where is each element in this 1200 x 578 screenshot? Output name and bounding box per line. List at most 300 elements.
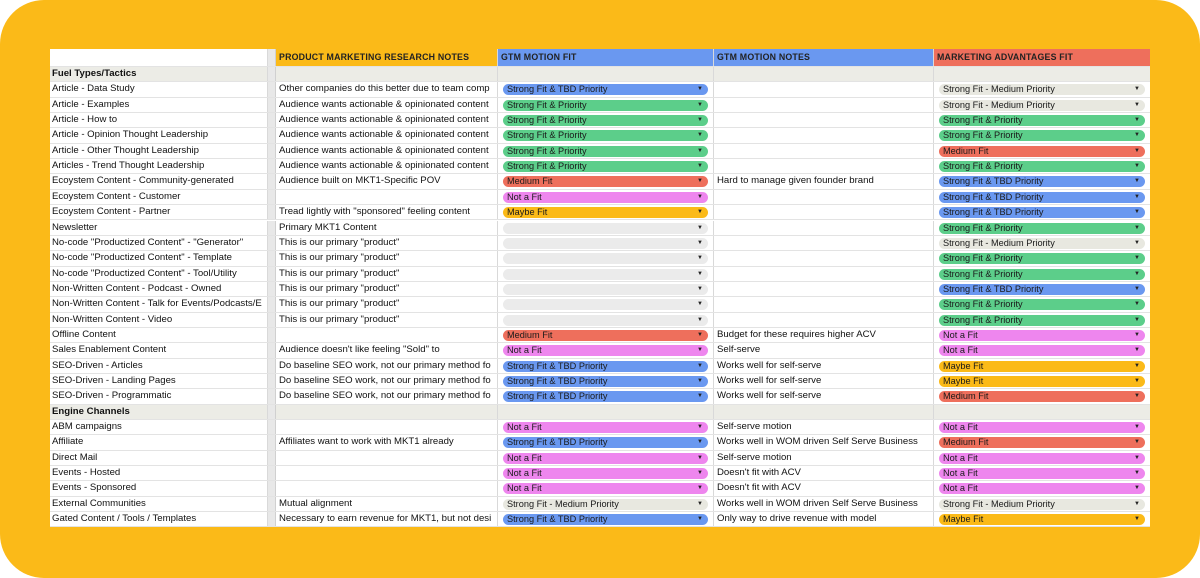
research-notes-cell[interactable]: Necessary to earn revenue for MKT1, but not desi <box>276 512 498 526</box>
triangle-down-icon[interactable]: ▼ <box>1134 470 1140 477</box>
gtm-fit-cell[interactable] <box>498 282 714 296</box>
gtm-fit-dropdown[interactable] <box>503 361 708 372</box>
gtm-fit-dropdown[interactable] <box>503 269 708 280</box>
empty-cell[interactable] <box>276 405 498 419</box>
research-notes-cell[interactable]: This is our primary "product" <box>276 282 498 296</box>
research-notes-cell[interactable] <box>276 466 498 480</box>
header-research-notes[interactable]: PRODUCT MARKETING RESEARCH NOTES <box>276 49 498 66</box>
advantages-fit-cell[interactable] <box>934 267 1150 281</box>
empty-cell[interactable] <box>498 67 714 81</box>
gtm-fit-dropdown[interactable] <box>503 453 708 464</box>
gtm-notes-cell[interactable] <box>714 313 934 327</box>
advantages-fit-dropdown[interactable] <box>939 176 1145 187</box>
advantages-fit-cell[interactable] <box>934 251 1150 265</box>
gtm-notes-cell[interactable] <box>714 190 934 204</box>
triangle-down-icon[interactable]: ▼ <box>1134 439 1140 446</box>
advantages-fit-cell[interactable] <box>934 144 1150 158</box>
gtm-fit-cell[interactable] <box>498 82 714 96</box>
row-gutter <box>268 466 276 480</box>
gtm-notes-cell[interactable] <box>714 251 934 265</box>
gtm-fit-dropdown[interactable] <box>503 315 708 326</box>
tactic-name-cell[interactable]: No-code "Productized Content" - Template <box>50 251 268 265</box>
gtm-notes-cell[interactable]: Only way to drive revenue with model <box>714 512 934 526</box>
empty-cell[interactable] <box>498 405 714 419</box>
research-notes-cell[interactable]: Audience wants actionable & opinionated content <box>276 144 498 158</box>
tactic-name-cell[interactable]: Newsletter <box>50 221 268 235</box>
research-notes-cell[interactable]: Primary MKT1 Content <box>276 221 498 235</box>
status-label: Not a Fit <box>943 345 978 356</box>
triangle-down-icon[interactable]: ▼ <box>697 316 703 323</box>
triangle-down-icon[interactable]: ▼ <box>697 516 703 523</box>
research-notes-cell[interactable]: Affiliates want to work with MKT1 already <box>276 435 498 449</box>
gtm-notes-cell[interactable]: Works well in WOM driven Self Serve Business <box>714 435 934 449</box>
advantages-fit-cell[interactable] <box>934 481 1150 495</box>
advantages-fit-cell[interactable] <box>934 190 1150 204</box>
advantages-fit-dropdown[interactable] <box>939 284 1145 295</box>
triangle-down-icon[interactable]: ▼ <box>1134 393 1140 400</box>
tactic-name-cell[interactable]: Gated Content / Tools / Templates <box>50 512 268 526</box>
gtm-fit-cell[interactable] <box>498 313 714 327</box>
triangle-down-icon[interactable]: ▼ <box>1134 331 1140 338</box>
advantages-fit-cell[interactable] <box>934 359 1150 373</box>
gtm-notes-cell[interactable] <box>714 297 934 311</box>
triangle-down-icon[interactable]: ▼ <box>697 193 703 200</box>
table-row <box>50 190 1150 205</box>
tactic-name-cell[interactable]: Direct Mail <box>50 451 268 465</box>
advantages-fit-dropdown[interactable] <box>939 437 1145 448</box>
research-notes-cell[interactable]: Audience built on MKT1-Specific POV <box>276 174 498 188</box>
triangle-down-icon[interactable]: ▼ <box>697 500 703 507</box>
triangle-down-icon[interactable]: ▼ <box>1134 193 1140 200</box>
triangle-down-icon[interactable]: ▼ <box>1134 163 1140 170</box>
gtm-notes-cell[interactable]: Works well in WOM driven Self Serve Business <box>714 497 934 511</box>
triangle-down-icon[interactable]: ▼ <box>697 163 703 170</box>
status-label: Not a Fit <box>507 345 542 356</box>
advantages-fit-dropdown[interactable] <box>939 315 1145 326</box>
header-name[interactable] <box>50 49 268 66</box>
status-label: Not a Fit <box>943 468 978 479</box>
triangle-down-icon[interactable]: ▼ <box>697 224 703 231</box>
gtm-notes-cell[interactable] <box>714 113 934 127</box>
triangle-down-icon[interactable]: ▼ <box>1134 285 1140 292</box>
tactic-name-cell[interactable]: Article - Other Thought Leadership <box>50 144 268 158</box>
research-notes-cell[interactable]: Audience wants actionable & opinionated content <box>276 113 498 127</box>
triangle-down-icon[interactable]: ▼ <box>1134 424 1140 431</box>
triangle-down-icon[interactable]: ▼ <box>697 485 703 492</box>
tactic-name-cell[interactable]: No-code "Productized Content" - "Generator" <box>50 236 268 250</box>
table-row <box>50 435 1150 450</box>
triangle-down-icon[interactable]: ▼ <box>1134 347 1140 354</box>
gtm-fit-cell[interactable] <box>498 343 714 357</box>
gtm-fit-dropdown[interactable] <box>503 284 708 295</box>
triangle-down-icon[interactable]: ▼ <box>697 270 703 277</box>
gtm-notes-cell[interactable] <box>714 82 934 96</box>
gtm-fit-cell[interactable] <box>498 236 714 250</box>
table-row <box>50 466 1150 481</box>
triangle-down-icon[interactable]: ▼ <box>1134 485 1140 492</box>
gtm-notes-cell[interactable]: Doesn't fit with ACV <box>714 466 934 480</box>
gtm-fit-dropdown[interactable] <box>503 468 708 479</box>
tactic-name-cell[interactable]: Events - Sponsored <box>50 481 268 495</box>
status-label: Strong Fit & Priority <box>507 99 587 110</box>
tactic-name-cell[interactable]: SEO-Driven - Articles <box>50 359 268 373</box>
tactic-name-cell[interactable]: Articles - Trend Thought Leadership <box>50 159 268 173</box>
empty-cell[interactable] <box>276 67 498 81</box>
advantages-fit-dropdown[interactable] <box>939 207 1145 218</box>
research-notes-cell[interactable]: Do baseline SEO work, not our primary method fo <box>276 374 498 388</box>
gtm-fit-cell[interactable] <box>498 420 714 434</box>
advantages-fit-dropdown[interactable] <box>939 330 1145 341</box>
advantages-fit-cell[interactable] <box>934 512 1150 526</box>
advantages-fit-dropdown[interactable] <box>939 453 1145 464</box>
advantages-fit-cell[interactable] <box>934 435 1150 449</box>
table-row <box>50 343 1150 358</box>
tactic-name-cell[interactable]: External Communities <box>50 497 268 511</box>
gtm-fit-dropdown[interactable] <box>503 499 708 510</box>
row-gutter <box>268 282 276 296</box>
gtm-fit-dropdown[interactable] <box>503 345 708 356</box>
triangle-down-icon[interactable]: ▼ <box>697 239 703 246</box>
advantages-fit-cell[interactable] <box>934 82 1150 96</box>
gtm-fit-dropdown[interactable] <box>503 223 708 234</box>
gtm-fit-cell[interactable] <box>498 512 714 526</box>
advantages-fit-dropdown[interactable] <box>939 345 1145 356</box>
triangle-down-icon[interactable]: ▼ <box>1134 500 1140 507</box>
status-label: Not a Fit <box>943 422 978 433</box>
triangle-down-icon[interactable]: ▼ <box>697 301 703 308</box>
advantages-fit-cell[interactable] <box>934 497 1150 511</box>
gtm-notes-cell[interactable] <box>714 267 934 281</box>
empty-cell[interactable] <box>714 67 934 81</box>
advantages-fit-dropdown[interactable] <box>939 391 1145 402</box>
header-gtm-motion-notes[interactable]: GTM MOTION NOTES <box>714 49 934 66</box>
advantages-fit-dropdown[interactable] <box>939 115 1145 126</box>
row-gutter <box>268 159 276 173</box>
advantages-fit-dropdown[interactable] <box>939 468 1145 479</box>
advantages-fit-dropdown[interactable] <box>939 253 1145 264</box>
advantages-fit-dropdown[interactable] <box>939 499 1145 510</box>
triangle-down-icon[interactable]: ▼ <box>1134 178 1140 185</box>
status-label: Medium Fit <box>943 145 989 156</box>
status-label: Strong Fit & Priority <box>943 253 1023 264</box>
research-notes-cell[interactable] <box>276 481 498 495</box>
advantages-fit-cell[interactable] <box>934 159 1150 173</box>
gtm-fit-cell[interactable] <box>498 435 714 449</box>
gtm-fit-cell[interactable] <box>498 159 714 173</box>
gtm-notes-cell[interactable] <box>714 282 934 296</box>
triangle-down-icon[interactable]: ▼ <box>1134 209 1140 216</box>
gtm-fit-cell[interactable] <box>498 466 714 480</box>
gtm-fit-cell[interactable] <box>498 190 714 204</box>
gtm-fit-dropdown[interactable] <box>503 176 708 187</box>
advantages-fit-dropdown[interactable] <box>939 361 1145 372</box>
gtm-fit-dropdown[interactable] <box>503 100 708 111</box>
table-row <box>50 451 1150 466</box>
gtm-fit-cell[interactable] <box>498 451 714 465</box>
status-label: Strong Fit & TBD Priority <box>507 391 608 402</box>
research-notes-cell[interactable]: Tread lightly with "sponsored" feeling content <box>276 205 498 219</box>
research-notes-cell[interactable]: Audience wants actionable & opinionated content <box>276 98 498 112</box>
tactic-name-cell[interactable]: ABM campaigns <box>50 420 268 434</box>
gtm-notes-cell[interactable] <box>714 221 934 235</box>
advantages-fit-cell[interactable] <box>934 451 1150 465</box>
triangle-down-icon[interactable]: ▼ <box>697 86 703 93</box>
status-label: Strong Fit & Priority <box>943 130 1023 141</box>
gtm-fit-dropdown[interactable] <box>503 391 708 402</box>
status-label: Strong Fit - Medium Priority <box>943 84 1055 95</box>
triangle-down-icon[interactable]: ▼ <box>1134 239 1140 246</box>
gtm-notes-cell[interactable] <box>714 144 934 158</box>
advantages-fit-dropdown[interactable] <box>939 223 1145 234</box>
tactic-name-cell[interactable]: Article - Examples <box>50 98 268 112</box>
section-row <box>50 405 1150 420</box>
gtm-fit-cell[interactable] <box>498 481 714 495</box>
triangle-down-icon[interactable]: ▼ <box>697 255 703 262</box>
triangle-down-icon[interactable]: ▼ <box>1134 117 1140 124</box>
research-notes-cell[interactable]: Audience doesn't like feeling "Sold" to <box>276 343 498 357</box>
gtm-fit-cell[interactable] <box>498 389 714 403</box>
triangle-down-icon[interactable]: ▼ <box>697 209 703 216</box>
gtm-notes-cell[interactable] <box>714 128 934 142</box>
research-notes-cell[interactable]: Other companies do this better due to team comp <box>276 82 498 96</box>
tactic-name-cell[interactable]: SEO-Driven - Programmatic <box>50 389 268 403</box>
triangle-down-icon[interactable]: ▼ <box>697 132 703 139</box>
advantages-fit-cell[interactable] <box>934 328 1150 342</box>
tactic-name-cell[interactable]: Sales Enablement Content <box>50 343 268 357</box>
table-row <box>50 497 1150 512</box>
tactic-name-cell[interactable]: Affiliate <box>50 435 268 449</box>
tactic-name-cell[interactable]: Article - How to <box>50 113 268 127</box>
row-gutter <box>268 512 276 526</box>
triangle-down-icon[interactable]: ▼ <box>1134 301 1140 308</box>
gtm-notes-cell[interactable] <box>714 159 934 173</box>
triangle-down-icon[interactable]: ▼ <box>697 424 703 431</box>
triangle-down-icon[interactable]: ▼ <box>697 285 703 292</box>
advantages-fit-dropdown[interactable] <box>939 514 1145 525</box>
advantages-fit-dropdown[interactable] <box>939 130 1145 141</box>
status-label: Maybe Fit <box>943 360 984 371</box>
gtm-notes-cell[interactable]: Self-serve motion <box>714 451 934 465</box>
advantages-fit-dropdown[interactable] <box>939 376 1145 387</box>
research-notes-cell[interactable]: This is our primary "product" <box>276 236 498 250</box>
gtm-fit-dropdown[interactable] <box>503 376 708 387</box>
gtm-notes-cell[interactable]: Budget for these requires higher ACV <box>714 328 934 342</box>
status-label: Strong Fit & Priority <box>507 161 587 172</box>
advantages-fit-cell[interactable] <box>934 113 1150 127</box>
gtm-fit-cell[interactable] <box>498 374 714 388</box>
row-gutter <box>268 67 276 81</box>
advantages-fit-cell[interactable] <box>934 313 1150 327</box>
gtm-fit-cell[interactable] <box>498 221 714 235</box>
gtm-fit-cell[interactable] <box>498 297 714 311</box>
table-row <box>50 313 1150 328</box>
row-gutter <box>268 251 276 265</box>
gtm-fit-dropdown[interactable] <box>503 514 708 525</box>
triangle-down-icon[interactable]: ▼ <box>697 378 703 384</box>
triangle-down-icon[interactable]: ▼ <box>1134 132 1140 139</box>
advantages-fit-cell[interactable] <box>934 98 1150 112</box>
gtm-fit-dropdown[interactable] <box>503 146 708 157</box>
advantages-fit-dropdown[interactable] <box>939 84 1145 95</box>
research-notes-cell[interactable] <box>276 451 498 465</box>
tactic-name-cell[interactable]: Offline Content <box>50 328 268 342</box>
tactic-name-cell[interactable]: Article - Data Study <box>50 82 268 96</box>
advantages-fit-dropdown[interactable] <box>939 100 1145 111</box>
advantages-fit-dropdown[interactable] <box>939 161 1145 172</box>
triangle-down-icon[interactable]: ▼ <box>1134 378 1140 384</box>
advantages-fit-cell[interactable] <box>934 343 1150 357</box>
advantages-fit-dropdown[interactable] <box>939 299 1145 310</box>
advantages-fit-cell[interactable] <box>934 205 1150 219</box>
gtm-fit-cell[interactable] <box>498 267 714 281</box>
advantages-fit-cell[interactable] <box>934 297 1150 311</box>
gtm-fit-dropdown[interactable] <box>503 161 708 172</box>
gtm-fit-cell[interactable] <box>498 98 714 112</box>
triangle-down-icon[interactable]: ▼ <box>697 393 703 400</box>
gtm-fit-dropdown[interactable] <box>503 192 708 203</box>
tactic-name-cell[interactable]: SEO-Driven - Landing Pages <box>50 374 268 388</box>
tactic-name-cell[interactable]: Events - Hosted <box>50 466 268 480</box>
status-label: Not a Fit <box>507 422 542 433</box>
advantages-fit-cell[interactable] <box>934 128 1150 142</box>
advantages-fit-cell[interactable] <box>934 420 1150 434</box>
gtm-fit-cell[interactable] <box>498 128 714 142</box>
research-notes-cell[interactable]: Do baseline SEO work, not our primary method fo <box>276 389 498 403</box>
triangle-down-icon[interactable]: ▼ <box>697 331 703 338</box>
tactic-name-cell[interactable]: Non-Written Content - Video <box>50 313 268 327</box>
tactic-name-cell[interactable]: Ecoystem Content - Partner <box>50 205 268 219</box>
triangle-down-icon[interactable]: ▼ <box>1134 224 1140 231</box>
table-row <box>50 328 1150 343</box>
advantages-fit-dropdown[interactable] <box>939 146 1145 157</box>
triangle-down-icon[interactable]: ▼ <box>1134 255 1140 262</box>
gtm-notes-cell[interactable]: Hard to manage given founder brand <box>714 174 934 188</box>
gtm-fit-dropdown[interactable] <box>503 238 708 249</box>
triangle-down-icon[interactable]: ▼ <box>697 439 703 446</box>
research-notes-cell[interactable] <box>276 420 498 434</box>
gtm-notes-cell[interactable]: Works well for self-serve <box>714 359 934 373</box>
gtm-notes-cell[interactable] <box>714 98 934 112</box>
triangle-down-icon[interactable]: ▼ <box>697 362 703 369</box>
advantages-fit-cell[interactable] <box>934 389 1150 403</box>
gtm-fit-dropdown[interactable] <box>503 130 708 141</box>
research-notes-cell[interactable]: Audience wants actionable & opinionated content <box>276 128 498 142</box>
status-label: Medium Fit <box>507 176 553 187</box>
triangle-down-icon[interactable]: ▼ <box>1134 147 1140 154</box>
status-label: Strong Fit & Priority <box>507 145 587 156</box>
tactic-name-cell[interactable]: Ecoystem Content - Customer <box>50 190 268 204</box>
advantages-fit-cell[interactable] <box>934 466 1150 480</box>
gtm-fit-cell[interactable] <box>498 174 714 188</box>
table-row <box>50 159 1150 174</box>
research-notes-cell[interactable] <box>276 328 498 342</box>
triangle-down-icon[interactable]: ▼ <box>697 101 703 108</box>
triangle-down-icon[interactable]: ▼ <box>697 178 703 185</box>
status-label: Not a Fit <box>507 468 542 479</box>
triangle-down-icon[interactable]: ▼ <box>1134 86 1140 93</box>
gtm-fit-cell[interactable] <box>498 205 714 219</box>
advantages-fit-cell[interactable] <box>934 282 1150 296</box>
gtm-notes-cell[interactable]: Works well for self-serve <box>714 374 934 388</box>
triangle-down-icon[interactable]: ▼ <box>697 147 703 154</box>
research-notes-cell[interactable]: This is our primary "product" <box>276 297 498 311</box>
gtm-notes-cell[interactable]: Self-serve motion <box>714 420 934 434</box>
research-notes-cell[interactable]: Mutual alignment <box>276 497 498 511</box>
triangle-down-icon[interactable]: ▼ <box>697 347 703 354</box>
empty-cell[interactable] <box>934 405 1150 419</box>
gtm-notes-cell[interactable]: Doesn't fit with ACV <box>714 481 934 495</box>
status-label: Strong Fit & TBD Priority <box>943 283 1044 294</box>
gtm-notes-cell[interactable]: Works well for self-serve <box>714 389 934 403</box>
triangle-down-icon[interactable]: ▼ <box>1134 270 1140 277</box>
gtm-fit-dropdown[interactable] <box>503 115 708 126</box>
gtm-fit-cell[interactable] <box>498 113 714 127</box>
advantages-fit-cell[interactable] <box>934 174 1150 188</box>
triangle-down-icon[interactable]: ▼ <box>697 470 703 477</box>
research-notes-cell[interactable]: Audience wants actionable & opinionated content <box>276 159 498 173</box>
advantages-fit-cell[interactable] <box>934 374 1150 388</box>
tactic-name-cell[interactable]: Article - Opinion Thought Leadership <box>50 128 268 142</box>
advantages-fit-dropdown[interactable] <box>939 192 1145 203</box>
gtm-fit-dropdown[interactable] <box>503 84 708 95</box>
empty-cell[interactable] <box>934 67 1150 81</box>
gtm-fit-dropdown[interactable] <box>503 437 708 448</box>
triangle-down-icon[interactable]: ▼ <box>1134 454 1140 461</box>
tactic-name-cell[interactable]: Non-Written Content - Talk for Events/Podcasts/E <box>50 297 268 311</box>
triangle-down-icon[interactable]: ▼ <box>1134 101 1140 108</box>
tactic-name-cell[interactable]: Ecoystem Content - Community-generated <box>50 174 268 188</box>
gtm-notes-cell[interactable]: Self-serve <box>714 343 934 357</box>
gtm-fit-dropdown[interactable] <box>503 299 708 310</box>
gtm-fit-dropdown[interactable] <box>503 422 708 433</box>
research-notes-cell[interactable]: This is our primary "product" <box>276 313 498 327</box>
gtm-fit-cell[interactable] <box>498 328 714 342</box>
advantages-fit-cell[interactable] <box>934 221 1150 235</box>
advantages-fit-dropdown[interactable] <box>939 238 1145 249</box>
header-gtm-motion-fit[interactable]: GTM MOTION FIT <box>498 49 714 66</box>
status-label: Strong Fit & Priority <box>943 299 1023 310</box>
tactic-name-cell[interactable]: Non-Written Content - Podcast - Owned <box>50 282 268 296</box>
research-notes-cell[interactable] <box>276 190 498 204</box>
gtm-fit-dropdown[interactable] <box>503 253 708 264</box>
triangle-down-icon[interactable]: ▼ <box>697 454 703 461</box>
row-gutter <box>268 236 276 250</box>
research-notes-cell[interactable]: This is our primary "product" <box>276 251 498 265</box>
advantages-fit-dropdown[interactable] <box>939 269 1145 280</box>
gtm-fit-cell[interactable] <box>498 497 714 511</box>
advantages-fit-dropdown[interactable] <box>939 422 1145 433</box>
gtm-fit-cell[interactable] <box>498 144 714 158</box>
research-notes-cell[interactable]: This is our primary "product" <box>276 267 498 281</box>
header-marketing-advantages-fit[interactable]: MARKETING ADVANTAGES FIT <box>934 49 1150 66</box>
empty-cell[interactable] <box>714 405 934 419</box>
gtm-fit-dropdown[interactable] <box>503 207 708 218</box>
gtm-fit-dropdown[interactable] <box>503 330 708 341</box>
advantages-fit-dropdown[interactable] <box>939 483 1145 494</box>
triangle-down-icon[interactable]: ▼ <box>697 117 703 124</box>
gtm-fit-dropdown[interactable] <box>503 483 708 494</box>
triangle-down-icon[interactable]: ▼ <box>1134 516 1140 523</box>
gtm-notes-cell[interactable] <box>714 236 934 250</box>
tactic-name-cell[interactable]: No-code "Productized Content" - Tool/Utility <box>50 267 268 281</box>
gtm-fit-cell[interactable] <box>498 359 714 373</box>
research-notes-cell[interactable]: Do baseline SEO work, not our primary method fo <box>276 359 498 373</box>
gtm-notes-cell[interactable] <box>714 205 934 219</box>
gtm-fit-cell[interactable] <box>498 251 714 265</box>
triangle-down-icon[interactable]: ▼ <box>1134 362 1140 369</box>
triangle-down-icon[interactable]: ▼ <box>1134 316 1140 323</box>
advantages-fit-cell[interactable] <box>934 236 1150 250</box>
